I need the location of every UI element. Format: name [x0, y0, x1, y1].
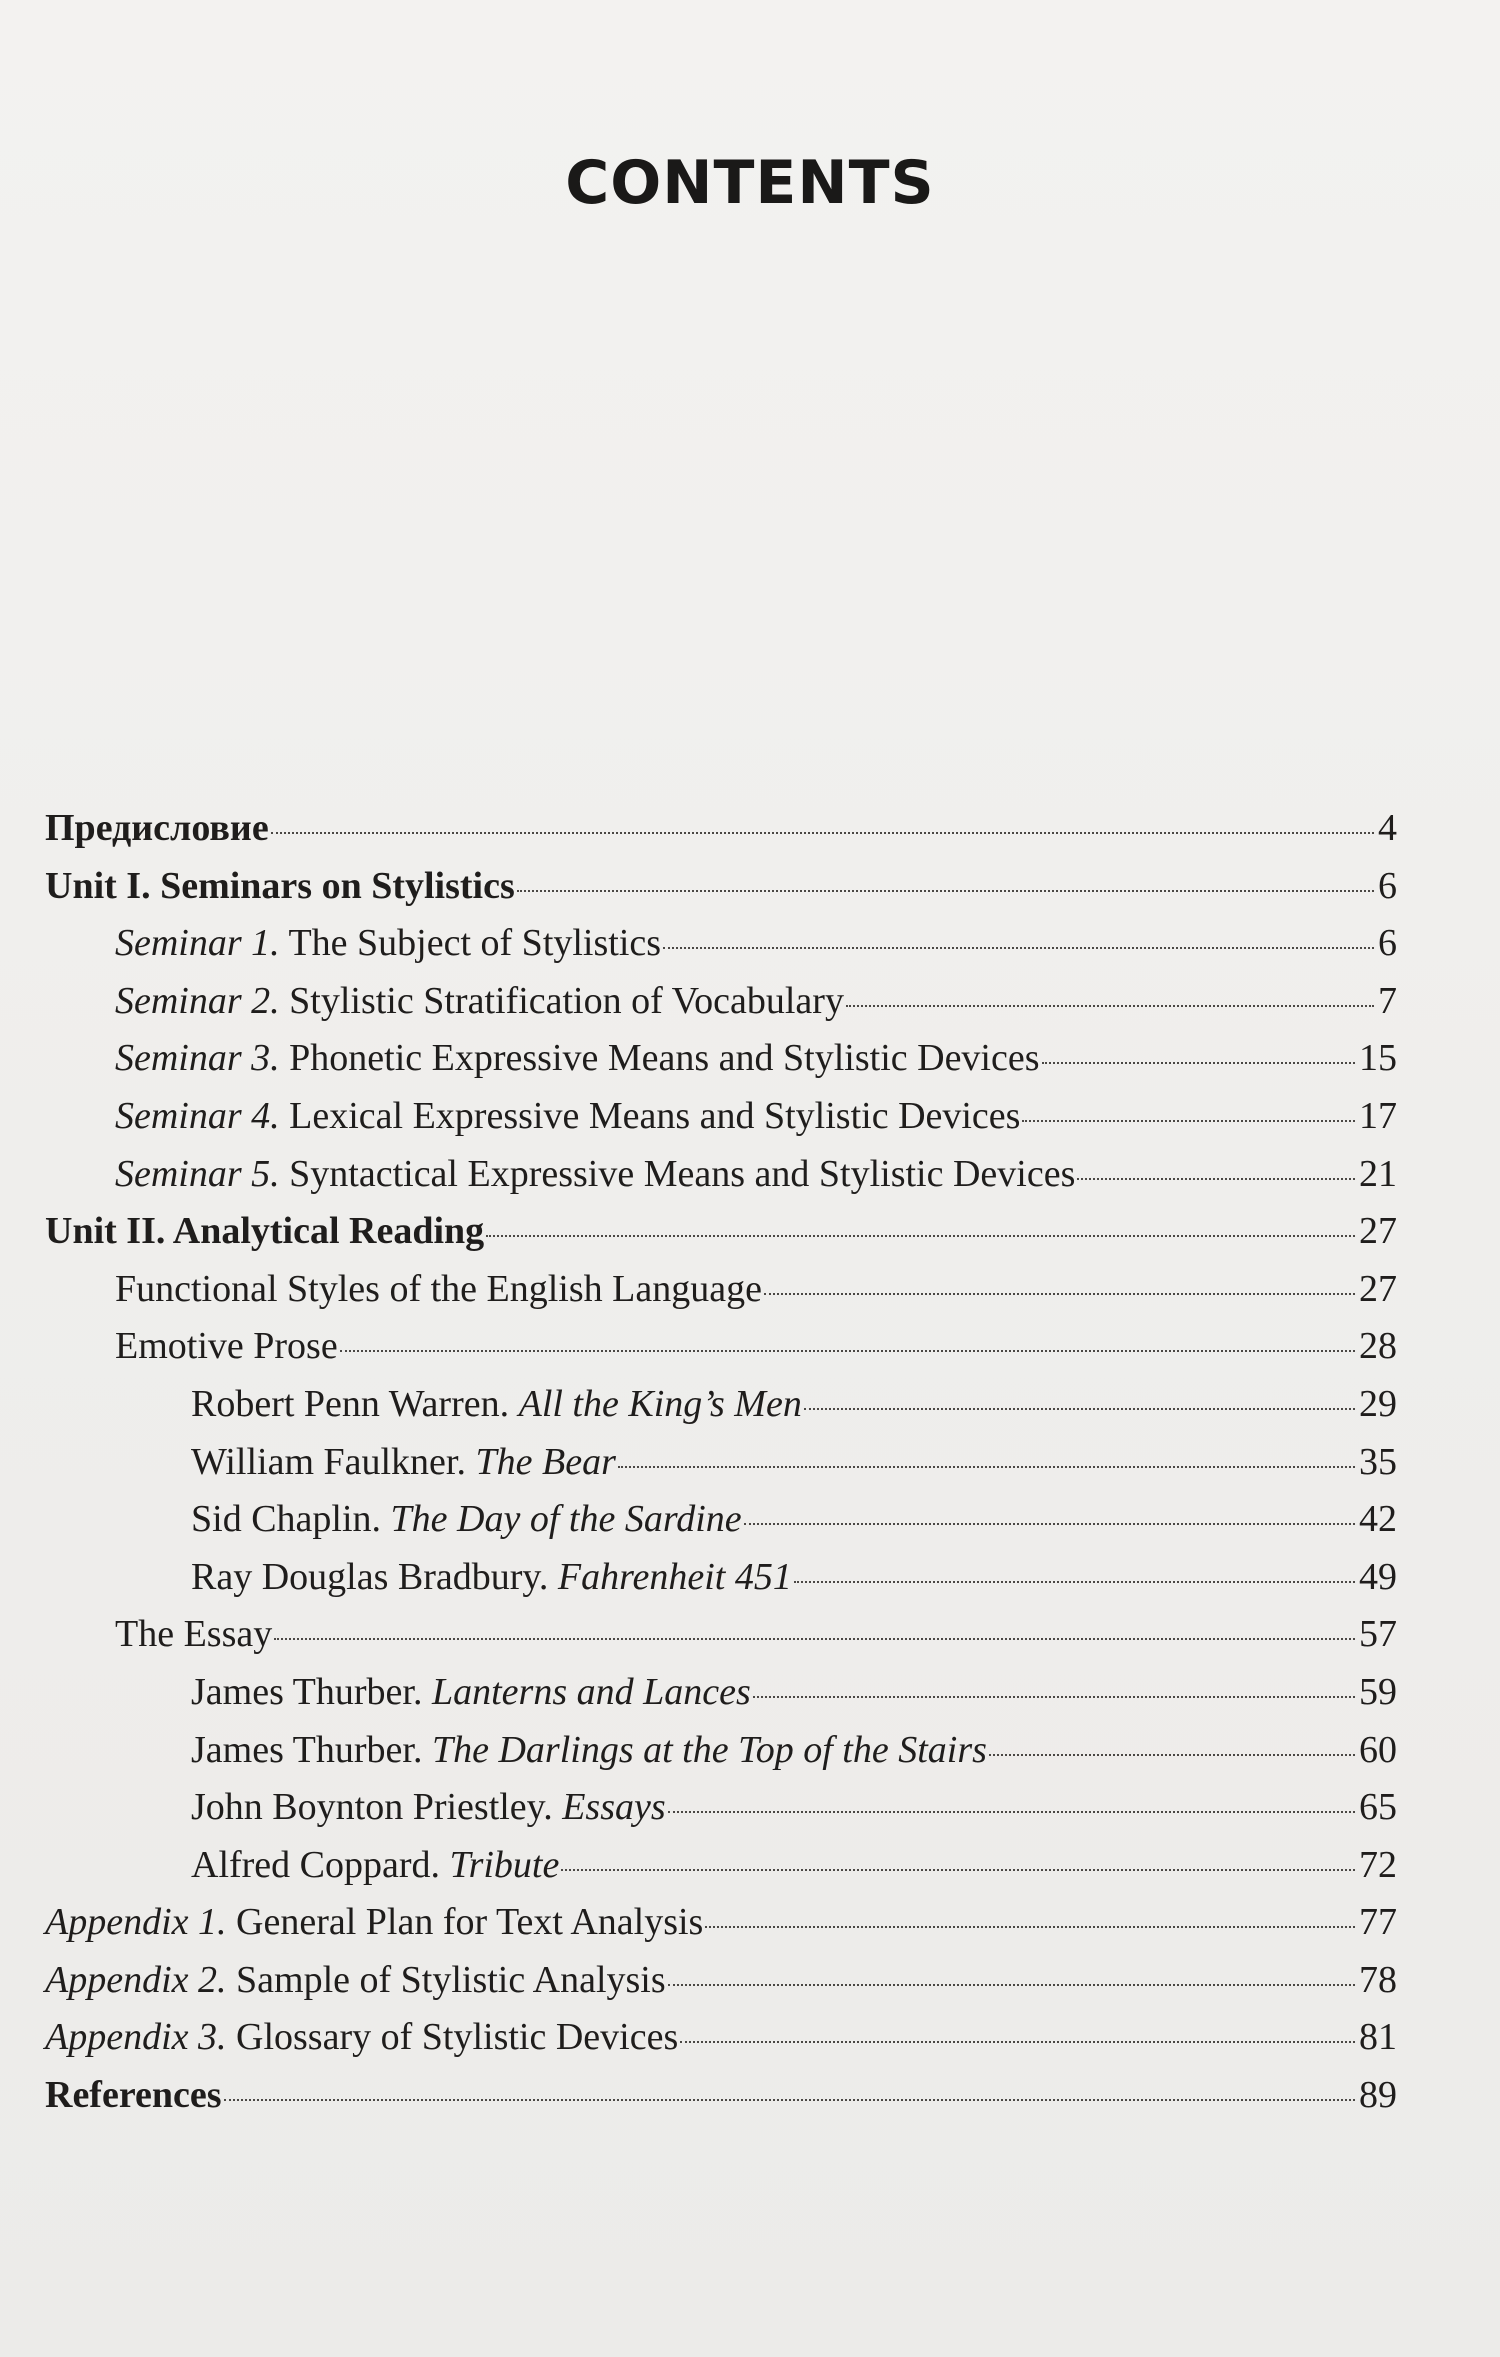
toc-entry-text: William Faulkner.	[191, 1440, 476, 1483]
toc-page-number: 42	[1359, 1498, 1397, 1541]
toc-entry-title	[191, 1722, 987, 1780]
dot-leader	[668, 1811, 1355, 1813]
toc-entry-text: John Boynton Priestley.	[191, 1786, 563, 1829]
toc-entry-title	[45, 2009, 678, 2067]
toc-entry	[45, 1894, 1397, 1952]
toc-entry-text: The Subject of Stylistics	[279, 922, 662, 965]
toc-entry	[45, 1318, 1397, 1376]
dot-leader	[340, 1350, 1355, 1352]
toc-entry	[45, 915, 1397, 973]
toc-entry-text: Functional Styles of the English Language	[115, 1267, 762, 1310]
toc-entry-work-title: All the King’s Men	[518, 1382, 802, 1425]
toc-entry-title	[45, 1952, 666, 2010]
toc-entry	[45, 1146, 1397, 1204]
toc-page-number: 21	[1359, 1152, 1397, 1195]
dot-leader	[561, 1869, 1355, 1871]
toc-entry	[45, 1549, 1397, 1607]
toc-entry-title	[115, 1606, 272, 1664]
toc-entry-work-title: The Darlings at the Top of the Stairs	[431, 1728, 987, 1771]
toc-entry-title	[115, 915, 661, 973]
toc-page-number: 6	[1378, 864, 1397, 907]
dot-leader	[744, 1523, 1355, 1525]
toc-entry-title	[191, 1779, 666, 1837]
toc-entry	[45, 2067, 1397, 2125]
toc-entry-text: References	[45, 2074, 222, 2117]
toc-entry-text: Sid Chaplin.	[191, 1498, 391, 1541]
toc-entry	[45, 973, 1397, 1031]
toc-entry-text: Stylistic Stratification of Vocabulary	[279, 979, 844, 1022]
toc-entry-prefix: Appendix 2.	[45, 1958, 227, 2001]
toc-entry-work-title: Tribute	[449, 1843, 560, 1886]
toc-page-number: 57	[1359, 1613, 1397, 1656]
toc-entry-text: Ray Douglas Bradbury.	[191, 1555, 558, 1598]
toc-entry-title	[191, 1664, 751, 1722]
dot-leader	[680, 2041, 1355, 2043]
toc-entry-text: Glossary of Stylistic Devices	[226, 2016, 679, 2059]
toc-entry-text: Предисловие	[45, 807, 269, 849]
dot-leader	[705, 1926, 1355, 1928]
toc-entry-title	[191, 1376, 802, 1434]
toc-page-number: 59	[1359, 1670, 1397, 1713]
toc-page-number: 4	[1378, 807, 1397, 849]
toc-page-number: 35	[1359, 1440, 1397, 1483]
toc-page-number: 72	[1359, 1843, 1397, 1886]
toc-entry	[45, 1088, 1397, 1146]
toc-entry-title	[45, 2067, 222, 2125]
toc-entry-title	[191, 1491, 742, 1549]
dot-leader	[804, 1408, 1355, 1410]
toc-entry-title	[191, 1837, 559, 1895]
toc-entry	[45, 1952, 1397, 2010]
toc-entry-text: Phonetic Expressive Means and Stylistic Devices	[279, 1037, 1040, 1080]
toc-entry-title	[115, 973, 844, 1031]
toc-page-number: 27	[1359, 1210, 1397, 1253]
toc-entry-prefix: Appendix 1.	[45, 1901, 227, 1944]
toc-entry-title	[191, 1549, 792, 1607]
toc-page-number: 49	[1359, 1555, 1397, 1598]
dot-leader	[668, 1984, 1355, 1986]
toc-page-number: 78	[1359, 1958, 1397, 2001]
toc-page-number: 15	[1359, 1037, 1397, 1080]
dot-leader	[764, 1293, 1355, 1295]
toc-entry-title	[45, 1203, 484, 1261]
toc-entry-prefix: Appendix 3.	[45, 2016, 227, 2059]
toc-page-number: 81	[1359, 2016, 1397, 2059]
dot-leader	[271, 832, 1374, 834]
toc-page-number: 27	[1359, 1267, 1397, 1310]
toc-entry-title	[115, 1030, 1040, 1088]
toc-entry-text: The Essay	[115, 1613, 273, 1656]
dot-leader	[989, 1754, 1355, 1756]
toc-entry-text: General Plan for Text Analysis	[226, 1901, 704, 1944]
toc-entry	[45, 1722, 1397, 1780]
toc-page-number: 17	[1359, 1094, 1397, 1137]
toc-entry-work-title: Lanterns and Lances	[431, 1670, 751, 1713]
toc-page-number: 65	[1359, 1786, 1397, 1829]
toc-entry	[45, 1664, 1397, 1722]
toc-entry-title	[45, 858, 515, 916]
toc-entry	[45, 1779, 1397, 1837]
toc-entry-text: Syntactical Expressive Means and Stylistic Devices	[279, 1152, 1076, 1195]
toc-entry-title	[115, 1088, 1020, 1146]
toc-entry-text: Unit I. Seminars on Stylistics	[45, 864, 515, 907]
dot-leader	[1042, 1062, 1355, 1064]
dot-leader	[274, 1638, 1355, 1640]
toc-entry-title	[115, 1261, 762, 1319]
toc-entry-text: Robert Penn Warren.	[191, 1382, 519, 1425]
toc-entry-text: Sample of Stylistic Analysis	[226, 1958, 666, 2001]
toc-entry-text: James Thurber.	[191, 1728, 432, 1771]
toc-entry-prefix: Seminar 5.	[115, 1152, 280, 1195]
dot-leader	[224, 2099, 1355, 2101]
dot-leader	[663, 947, 1374, 949]
dot-leader	[794, 1581, 1355, 1583]
table-of-contents	[45, 800, 1397, 2125]
toc-page-number: 28	[1359, 1325, 1397, 1368]
toc-entry-title	[45, 800, 269, 858]
toc-entry	[45, 2009, 1397, 2067]
toc-entry-prefix: Seminar 4.	[115, 1094, 280, 1137]
toc-entry-text: James Thurber.	[191, 1670, 432, 1713]
toc-entry-title	[115, 1146, 1075, 1204]
toc-entry	[45, 1606, 1397, 1664]
page-title: CONTENTS	[565, 148, 935, 218]
toc-page-number: 89	[1359, 2074, 1397, 2117]
toc-page-number: 60	[1359, 1728, 1397, 1771]
toc-entry-title	[191, 1434, 616, 1492]
toc-page-number: 7	[1378, 979, 1397, 1022]
dot-leader	[618, 1466, 1355, 1468]
toc-entry	[45, 1491, 1397, 1549]
toc-entry-text: Lexical Expressive Means and Stylistic Devices	[279, 1094, 1021, 1137]
dot-leader	[846, 1005, 1374, 1007]
toc-entry-text: Emotive Prose	[115, 1325, 338, 1368]
dot-leader	[753, 1696, 1355, 1698]
toc-entry-prefix: Seminar 2.	[115, 979, 280, 1022]
toc-entry-prefix: Seminar 3.	[115, 1037, 280, 1080]
toc-entry-text: Alfred Coppard.	[191, 1843, 450, 1886]
toc-entry-work-title: The Day of the Sardine	[390, 1498, 742, 1541]
toc-entry-title	[45, 1894, 703, 1952]
toc-page-number: 6	[1378, 922, 1397, 965]
toc-entry	[45, 858, 1397, 916]
toc-page-number: 77	[1359, 1901, 1397, 1944]
toc-entry-prefix: Seminar 1.	[115, 922, 280, 965]
toc-entry	[45, 1376, 1397, 1434]
toc-page-number: 29	[1359, 1382, 1397, 1425]
toc-entry	[45, 1203, 1397, 1261]
toc-entry	[45, 1261, 1397, 1319]
dot-leader	[1022, 1120, 1355, 1122]
toc-entry	[45, 800, 1397, 858]
toc-entry-work-title: The Bear	[475, 1440, 616, 1483]
toc-entry	[45, 1434, 1397, 1492]
toc-entry-text: Unit II. Analytical Reading	[45, 1210, 485, 1253]
toc-entry	[45, 1030, 1397, 1088]
dot-leader	[517, 890, 1374, 892]
toc-entry-work-title: Fahrenheit 451	[557, 1555, 792, 1598]
toc-entry-work-title: Essays	[562, 1786, 666, 1829]
dot-leader	[1077, 1178, 1355, 1180]
toc-entry-title	[115, 1318, 338, 1376]
dot-leader	[486, 1235, 1355, 1237]
toc-entry	[45, 1837, 1397, 1895]
